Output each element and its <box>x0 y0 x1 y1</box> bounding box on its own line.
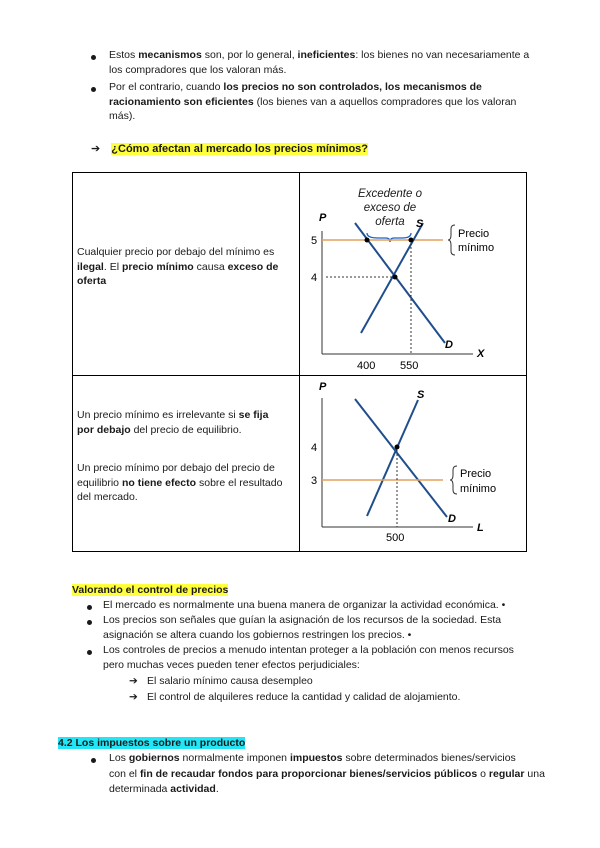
section2-sub-bullet-2: El control de alquileres reduce la cantidad y calidad de alojamiento. <box>147 691 461 703</box>
point-equilibrium <box>393 275 398 280</box>
supply-label: S <box>416 218 424 230</box>
supply-curve <box>367 400 418 516</box>
x-axis-label: L <box>477 522 484 534</box>
intro-bullet-2: Por el contrario, cuando los precios no son controlados, los mecanismos de racionamiento son eficientes (los bienes van a aquellos compradores que los valoran más). <box>109 81 517 122</box>
section3-paragraph: Los gobiernos normalmente imponen impuestos sobre determinados bienes/servicios con el fin de recaudar fondos para proporcionar bienes/servicios públicos o regular una determinada actividad. <box>109 752 545 795</box>
floor-label-1: Precio <box>460 468 492 480</box>
floor-label-2: mínimo <box>460 483 497 495</box>
y-axis-label: P <box>319 381 327 393</box>
annotation-line-2: exceso de <box>363 202 417 214</box>
annotation-line-1: Excedente o <box>358 188 422 200</box>
section-heading-taxes: 4.2 Los impuestos sobre un producto <box>58 737 246 749</box>
intro-bullet-1: Estos mecanismos son, por lo general, ineficientes: los bienes no van necesariamente a los compradores que los valoran más. <box>109 49 530 76</box>
demand-label: D <box>445 339 453 351</box>
point-demand-at-floor <box>365 238 370 243</box>
floor-brace <box>448 225 455 255</box>
x-axis-label: X <box>477 348 485 360</box>
demand-curve <box>355 399 447 517</box>
section2-bullet-2a: Los precios son señales que guían la asignación de los recursos de la sociedad. Esta <box>103 614 502 626</box>
section2-bullet-3a: Los controles de precios a menudo intentan proteger a la población con menos recursos <box>103 644 514 656</box>
tick-3: 3 <box>311 475 318 487</box>
tick-4: 4 <box>311 442 318 454</box>
bullet-dot <box>87 650 92 655</box>
y-axis-label: P <box>319 212 327 224</box>
bullet-dot <box>91 758 96 763</box>
tick-550: 550 <box>400 360 419 372</box>
floor-label-2: mínimo <box>458 242 495 254</box>
sub-arrow-icon: ➔ <box>129 691 138 703</box>
bullet-dot <box>87 605 92 610</box>
point-supply-at-floor <box>409 238 414 243</box>
price-floor-graph-2 <box>300 376 525 550</box>
row2-text-2: Un precio mínimo por debajo del precio de equilibrio no tiene efecto sobre el resultado del mercado. <box>77 462 283 503</box>
tick-500: 500 <box>386 532 405 544</box>
supply-label: S <box>417 389 425 401</box>
tick-5: 5 <box>311 235 318 247</box>
demand-label: D <box>448 513 456 525</box>
annotation-line-3: oferta <box>375 216 405 228</box>
section2-bullet-2b: asignación se altera cuando los gobiernos restringen los precios. • <box>103 629 412 641</box>
row1-text: Cualquier precio por debajo del mínimo es ilegal. El precio mínimo causa exceso de oferta <box>77 246 279 287</box>
section2-bullet-3b: pero muchas veces pueden tener efectos perjudiciales: <box>103 659 360 671</box>
question-text: ¿Cómo afectan al mercado los precios mínimos? <box>111 143 369 155</box>
floor-brace <box>450 466 457 494</box>
section-heading-price-control: Valorando el control de precios <box>72 584 229 596</box>
section2-bullet-1: El mercado es normalmente una buena manera de organizar la actividad económica. • <box>103 599 506 611</box>
arrow-icon: ➔ <box>91 143 101 155</box>
point-equilibrium <box>395 445 400 450</box>
section2-sub-bullet-1: El salario mínimo causa desempleo <box>147 675 313 687</box>
price-floor-graph-1 <box>300 173 525 375</box>
bullet-dot <box>87 620 92 625</box>
row2-text-1: Un precio mínimo es irrelevante si se fija por debajo del precio de equilibrio. <box>77 409 269 436</box>
sub-arrow-icon: ➔ <box>129 675 138 687</box>
floor-label-1: Precio <box>458 228 490 240</box>
tick-4: 4 <box>311 272 318 284</box>
bullet-dot <box>91 87 96 92</box>
bullet-dot <box>91 55 96 60</box>
tick-400: 400 <box>357 360 376 372</box>
question-line <box>91 142 368 157</box>
